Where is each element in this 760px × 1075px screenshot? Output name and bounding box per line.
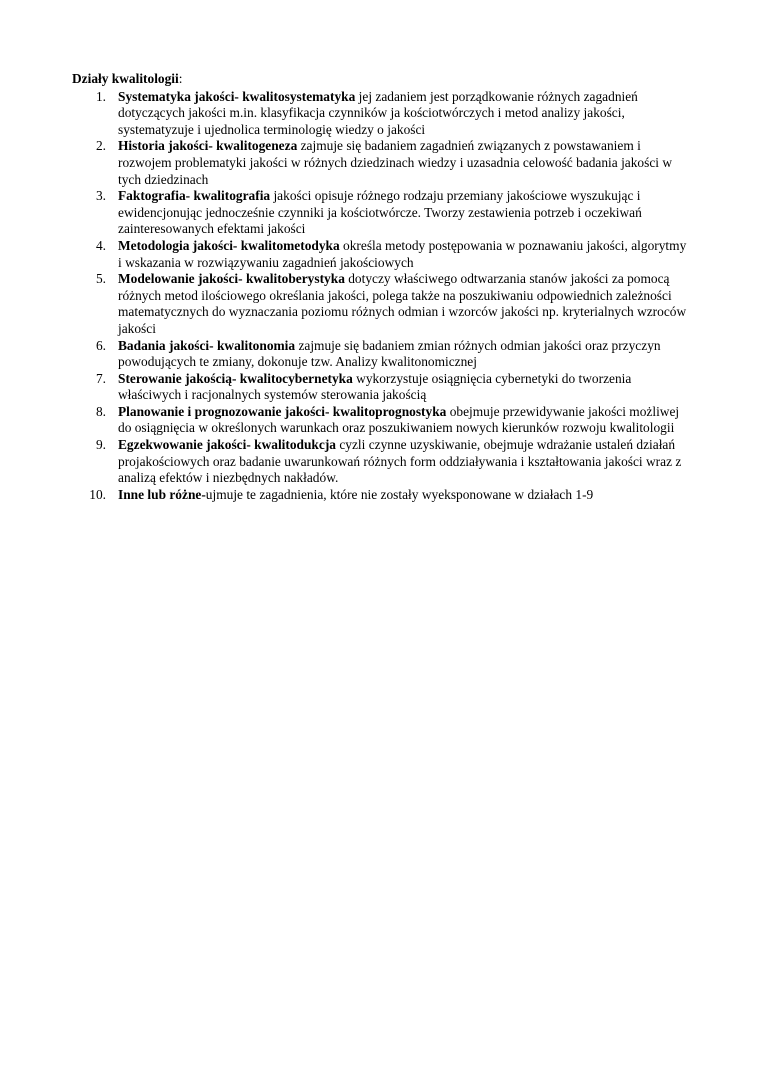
document-heading bbox=[72, 71, 692, 88]
item-number: 1. bbox=[95, 88, 106, 104]
item-description: zajmuje się badaniem zmian różnych odmian jakości oraz przyczyn powodujących te zmiany, dokonuje tzw. Analizy kwalitonomicznej bbox=[118, 337, 661, 370]
item-description: zajmuje się badaniem zagadnień związanych z powstawaniem i rozwojem problematyki jakości w różnych dziedzinach wiedzy i uzasadnia celowość badania jakości w tych dziedzinach bbox=[118, 138, 673, 187]
list-item bbox=[72, 487, 692, 504]
item-term: Faktografia- kwalitografia bbox=[118, 188, 271, 204]
list-item bbox=[72, 188, 692, 238]
list-item bbox=[72, 338, 692, 371]
item-description: ujmuje te zagadnienia, które nie zostały wyeksponowane w działach 1-9 bbox=[205, 486, 594, 502]
item-description: cyzli czynne uzyskiwanie, obejmuje wdrażanie ustaleń działań projakościowych oraz badanie uwarunkowań różnych form oddziaływania i kształtowania jakości wraz z analizą efektów i niezbędnych nakładów. bbox=[118, 437, 682, 486]
item-number: 4. bbox=[95, 237, 106, 253]
item-term: Systematyka jakości- kwalitosystematyka bbox=[118, 88, 356, 104]
item-term: Historia jakości- kwalitogeneza bbox=[118, 138, 298, 154]
heading-text: Działy kwalitologii bbox=[72, 71, 179, 86]
item-number: 10. bbox=[89, 486, 106, 502]
item-description: jej zadaniem jest porządkowanie różnych zagadnień dotyczących jakości m.in. klasyfikacja czynników ja kościotwórczych i metod analizy jakości, systematyzuje i ujednolica terminologię wiedzy o jakości bbox=[118, 88, 638, 137]
item-number: 5. bbox=[95, 271, 106, 287]
sections-list bbox=[72, 89, 692, 504]
item-description: jakości opisuje różnego rodzaju przemiany jakościowe wyszukując i ewidencjonując jednocześnie czynniki ja kościotwórcze. Tworzy zestawienia potrzeb i oczekiwań zainteresowanych efektami jakości bbox=[118, 188, 642, 237]
item-description: określa metody postępowania w poznawaniu jakości, algorytmy i wskazania w rozwiązywaniu zagadnień jakościowych bbox=[118, 237, 687, 270]
list-item bbox=[72, 371, 692, 404]
item-number: 6. bbox=[95, 337, 106, 353]
item-number: 8. bbox=[95, 403, 106, 419]
item-number: 9. bbox=[95, 437, 106, 453]
item-description: dotyczy właściwego odtwarzania stanów jakości za pomocą różnych metod ilościowego określania jakości, polega także na poszukiwaniu odpowiednich zależności matematycznych do wyznaczania poziomu różnych odmian i wzorców jakości np. kryterialnych wzroców jakości bbox=[118, 271, 687, 336]
list-item bbox=[72, 89, 692, 139]
item-term: Egzekwowanie jakości- kwalitodukcja bbox=[118, 437, 336, 453]
item-term: Planowanie i prognozowanie jakości- kwalitoprognostyka bbox=[118, 403, 447, 419]
item-term: Sterowanie jakością- kwalitocybernetyka bbox=[118, 370, 353, 386]
list-item bbox=[72, 238, 692, 271]
item-description: obejmuje przewidywanie jakości możliwej do osiągnięcia w określonych warunkach oraz poszukiwaniem nowych kierunków rozwoju kwalitologii bbox=[118, 403, 680, 436]
item-term: Inne lub różne- bbox=[118, 486, 206, 502]
item-number: 7. bbox=[95, 370, 106, 386]
item-number: 3. bbox=[95, 188, 106, 204]
heading-colon: : bbox=[178, 71, 183, 86]
list-item bbox=[72, 138, 692, 188]
list-item bbox=[72, 437, 692, 487]
item-term: Modelowanie jakości- kwalitoberystyka bbox=[118, 271, 345, 287]
item-term: Badania jakości- kwalitonomia bbox=[118, 337, 296, 353]
list-item bbox=[72, 404, 692, 437]
item-number: 2. bbox=[95, 138, 106, 154]
list-item bbox=[72, 271, 692, 337]
item-term: Metodologia jakości- kwalitometodyka bbox=[118, 237, 340, 253]
document-page bbox=[72, 71, 692, 503]
item-description: wykorzystuje osiągnięcia cybernetyki do tworzenia właściwych i racjonalnych systemów sterowania jakością bbox=[118, 370, 632, 403]
